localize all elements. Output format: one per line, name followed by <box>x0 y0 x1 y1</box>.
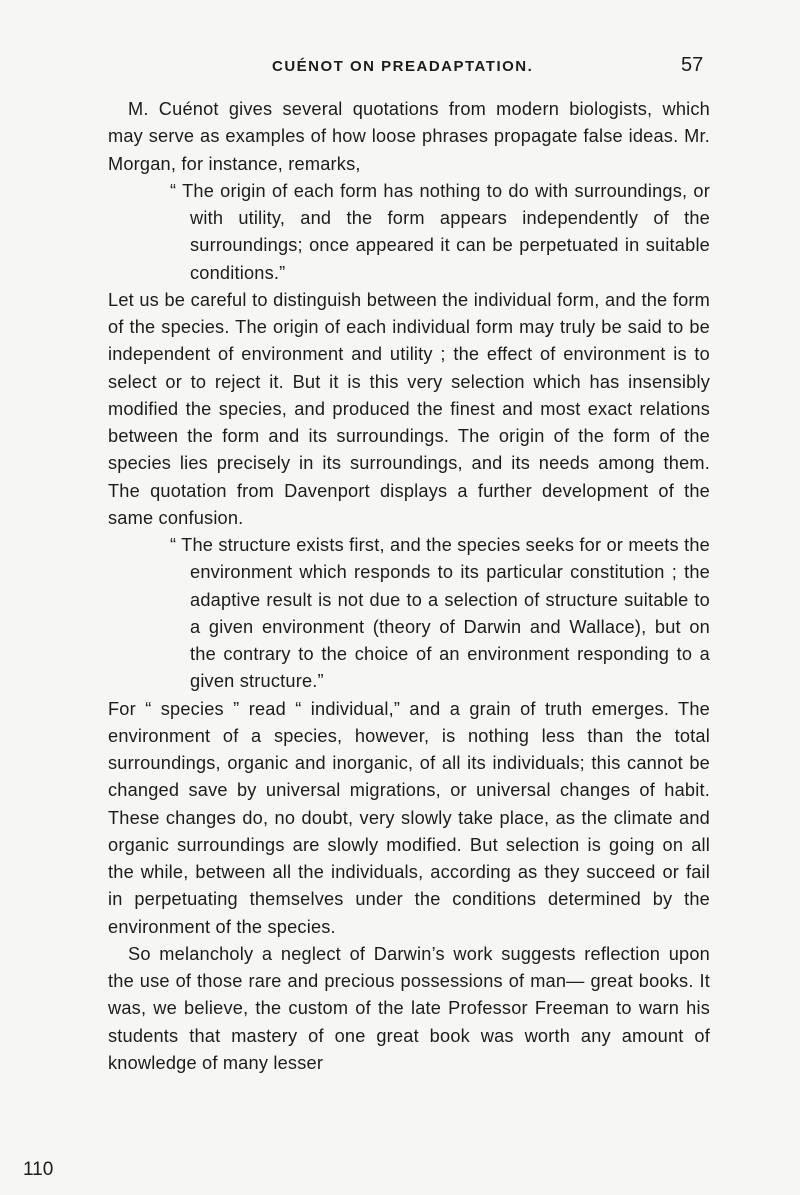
paragraph-cuenot-quotations: M. Cuénot gives several quotations from modern biologists, which may serve as examples of how loose phrases propagate false ideas. Mr. Morgan, for instance, remarks, <box>108 99 710 174</box>
quote-davenport: “ The structure exists first, and the species seeks for or meets the environment which responds to its particular constitution ; the adaptive result is not due to a selection of structure suitable to a given environment (theory of Darwin and Wallace), but on the contrary to the choice of an environment responding to a given structure.” <box>170 535 710 692</box>
paragraph-species-environment: For “ species ” read “ individual,” and a grain of truth emerges. The environment of a species, however, is nothing less than the total surroundings, organic and inorganic, of all its individuals; this cannot be changed save by universal migrations, or universal changes of habit. These changes do, no doubt, very slowly take place, as the climate and organic surroundings are slowly modified. But selection is going on all the while, between all the individuals, according as they succeed or fail in perpetuating themselves under the conditions determined by the environment of the species. <box>108 698 710 937</box>
page-header <box>0 52 800 82</box>
paragraph-individual-form: Let us be careful to distinguish between the individual form, and the form of the species. The origin of each individual form may truly be said to be independent of environment and utility ; the effect of environment is to select or to reject it. But it is this very selection which has insensibly modified the species, and produced the finest and most exact relations between the form and its surroundings. The origin of the form of the species lies precisely in its surroundings, and its needs among them. The quotation from Davenport displays a further development of the same confusion. <box>108 289 710 528</box>
page-number: 57 <box>681 54 704 76</box>
footer-page-number: 110 <box>23 1159 54 1180</box>
quote-morgan: “ The origin of each form has nothing to do with surroundings, or with utility, and the form appears independently of the surroundings; once appeared it can be perpetuated in suitable conditions.” <box>170 180 710 283</box>
article-body <box>108 96 710 1077</box>
paragraph-great-books: So melancholy a neglect of Darwin’s work suggests reflection upon the use of those rare and precious possessions of man— great books. It was, we believe, the custom of the late Professor Freeman to warn his students that mastery of one great book was worth any amount of knowledge of many lesser <box>108 943 710 1073</box>
running-head: CUÉNOT ON PREADAPTATION. <box>272 58 534 75</box>
